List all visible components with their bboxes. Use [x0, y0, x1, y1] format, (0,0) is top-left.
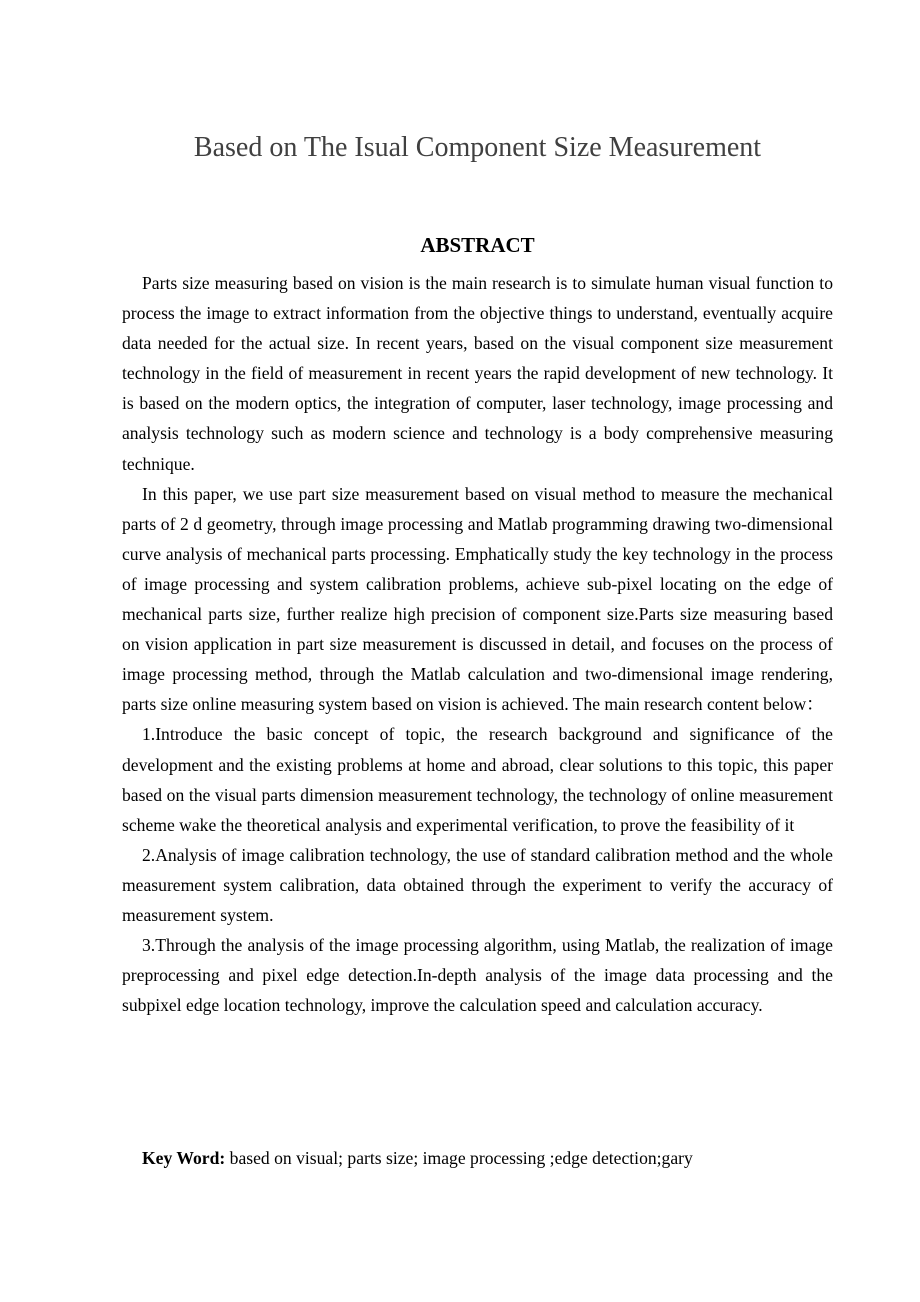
document-title: Based on The Isual Component Size Measurement: [193, 132, 762, 163]
abstract-list-item-1: 1.Introduce the basic concept of topic, the research background and significance of the development and the existing problems at home and abroad, clear solutions to this topic, this paper based on the visual parts dimension measurement technology, the technology of online measurement scheme wake the theoretical analysis and experimental verification, to prove the feasibility of it: [122, 724, 833, 835]
abstract-list-item-2: 2.Analysis of image calibration technology, the use of standard calibration method and the whole measurement system calibration, data obtained through the experiment to verify the accuracy of measurement system.: [122, 844, 833, 925]
abstract-paragraph-1: Parts size measuring based on vision is the main research is to simulate human visual function to process the image to extract information from the objective things to understand, eventually acquire data needed for the actual size. In recent years, based on the visual component size measurement technology in the field of measurement in recent years the rapid development of new technology. It is based on the modern optics, the integration of computer, laser technology, image processing and analysis technology such as modern science and technology is a body comprehensive measuring technique.: [122, 273, 833, 474]
abstract-list-item-3: 3.Through the analysis of the image processing algorithm, using Matlab, the realization of image preprocessing and pixel edge detection.In-depth analysis of the image data processing and the subpixel edge location technology, improve the calculation speed and calculation accuracy.: [122, 935, 833, 1016]
abstract-body: [122, 268, 833, 1020]
abstract-heading: ABSTRACT: [420, 233, 535, 257]
keywords-label: Key Word:: [142, 1148, 226, 1168]
keywords-text: based on visual; parts size; image processing ;edge detection;gary: [225, 1148, 693, 1168]
abstract-paragraph-2: In this paper, we use part size measurement based on visual method to measure the mechanical parts of 2 d geometry, through image processing and Matlab programming drawing two-dimensional curve analysis of mechanical parts processing. Emphatically study the key technology in the process of image processing and system calibration problems, achieve sub-pixel locating on the edge of mechanical parts size, further realize high precision of component size.Parts size measuring based on vision application in part size measurement is discussed in detail, and focuses on the process of image processing method, through the Matlab calculation and two-dimensional image rendering, parts size online measuring system based on vision is achieved. The main research content below：: [122, 483, 833, 715]
keywords-line: [142, 1143, 842, 1173]
